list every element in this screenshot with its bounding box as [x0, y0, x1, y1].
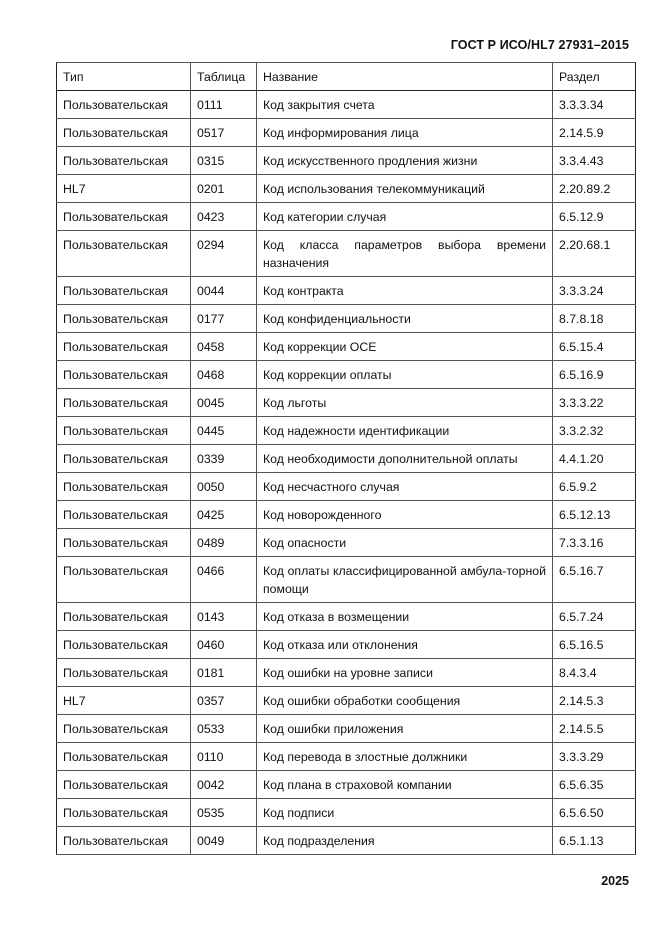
- cell-section: 8.7.8.18: [553, 305, 636, 333]
- table-row: [57, 799, 636, 827]
- table-row: [57, 445, 636, 473]
- table-row: [57, 529, 636, 557]
- cell-table: 0177: [191, 305, 257, 333]
- table-row: [57, 631, 636, 659]
- cell-type: Пользовательская: [57, 277, 191, 305]
- cell-type: Пользовательская: [57, 799, 191, 827]
- cell-name: Код плана в страховой компании: [257, 771, 553, 799]
- cell-name: Код опасности: [257, 529, 553, 557]
- cell-table: 0181: [191, 659, 257, 687]
- cell-type: Пользовательская: [57, 305, 191, 333]
- cell-name: Код коррекции ОСЕ: [257, 333, 553, 361]
- cell-name: Код искусственного продления жизни: [257, 147, 553, 175]
- cell-section: 6.5.12.13: [553, 501, 636, 529]
- cell-table: 0458: [191, 333, 257, 361]
- cell-type: Пользовательская: [57, 743, 191, 771]
- cell-section: 6.5.9.2: [553, 473, 636, 501]
- cell-table: 0339: [191, 445, 257, 473]
- table-row: [57, 277, 636, 305]
- cell-section: 6.5.16.9: [553, 361, 636, 389]
- cell-type: Пользовательская: [57, 771, 191, 799]
- cell-type: Пользовательская: [57, 333, 191, 361]
- table-row: [57, 417, 636, 445]
- table-row: [57, 715, 636, 743]
- table-row: [57, 389, 636, 417]
- table-header-row: [57, 63, 636, 91]
- table-row: [57, 659, 636, 687]
- column-header-name: Название: [257, 63, 553, 91]
- cell-section: 2.14.5.5: [553, 715, 636, 743]
- cell-section: 6.5.6.50: [553, 799, 636, 827]
- cell-name: Код ошибки приложения: [257, 715, 553, 743]
- cell-section: 2.20.68.1: [553, 231, 636, 277]
- cell-type: Пользовательская: [57, 557, 191, 603]
- cell-table: 0044: [191, 277, 257, 305]
- cell-section: 7.3.3.16: [553, 529, 636, 557]
- table-row: [57, 333, 636, 361]
- table-body: [57, 91, 636, 855]
- cell-name: Код ошибки на уровне записи: [257, 659, 553, 687]
- table-row: [57, 231, 636, 277]
- cell-type: Пользовательская: [57, 147, 191, 175]
- table-row: [57, 771, 636, 799]
- cell-table: 0489: [191, 529, 257, 557]
- table-row: [57, 175, 636, 203]
- table-row: [57, 473, 636, 501]
- cell-name: Код льготы: [257, 389, 553, 417]
- cell-type: Пользовательская: [57, 715, 191, 743]
- cell-section: 4.4.1.20: [553, 445, 636, 473]
- cell-type: Пользовательская: [57, 231, 191, 277]
- cell-section: 3.3.3.24: [553, 277, 636, 305]
- table-row: [57, 147, 636, 175]
- cell-table: 0445: [191, 417, 257, 445]
- column-header-section: Раздел: [553, 63, 636, 91]
- cell-type: Пользовательская: [57, 417, 191, 445]
- cell-type: Пользовательская: [57, 501, 191, 529]
- cell-table: 0533: [191, 715, 257, 743]
- cell-table: 0315: [191, 147, 257, 175]
- cell-section: 6.5.6.35: [553, 771, 636, 799]
- cell-type: Пользовательская: [57, 203, 191, 231]
- cell-type: HL7: [57, 175, 191, 203]
- table-row: [57, 743, 636, 771]
- cell-type: Пользовательская: [57, 827, 191, 855]
- cell-type: Пользовательская: [57, 529, 191, 557]
- table-row: [57, 119, 636, 147]
- cell-name: Код оплаты классифицированной амбула-торной помощи: [257, 557, 553, 603]
- cell-name: Код подразделения: [257, 827, 553, 855]
- cell-section: 6.5.15.4: [553, 333, 636, 361]
- cell-name: Код контракта: [257, 277, 553, 305]
- cell-table: 0110: [191, 743, 257, 771]
- table-row: [57, 827, 636, 855]
- cell-section: 2.20.89.2: [553, 175, 636, 203]
- cell-table: 0201: [191, 175, 257, 203]
- cell-table: 0045: [191, 389, 257, 417]
- cell-name: Код отказа или отклонения: [257, 631, 553, 659]
- cell-name: Код несчастного случая: [257, 473, 553, 501]
- cell-table: 0468: [191, 361, 257, 389]
- cell-table: 0466: [191, 557, 257, 603]
- table-row: [57, 361, 636, 389]
- cell-table: 0050: [191, 473, 257, 501]
- cell-table: 0535: [191, 799, 257, 827]
- cell-name: Код подписи: [257, 799, 553, 827]
- column-header-table: Таблица: [191, 63, 257, 91]
- cell-table: 0423: [191, 203, 257, 231]
- cell-section: 6.5.16.5: [553, 631, 636, 659]
- column-header-type: Тип: [57, 63, 191, 91]
- cell-name: Код использования телекоммуникаций: [257, 175, 553, 203]
- cell-name: Код ошибки обработки сообщения: [257, 687, 553, 715]
- cell-type: Пользовательская: [57, 389, 191, 417]
- cell-section: 3.3.4.43: [553, 147, 636, 175]
- cell-name: Код класса параметров выбора времени назначения: [257, 231, 553, 277]
- cell-type: Пользовательская: [57, 361, 191, 389]
- cell-name: Код конфиденциальности: [257, 305, 553, 333]
- table-row: [57, 305, 636, 333]
- cell-section: 3.3.3.29: [553, 743, 636, 771]
- cell-name: Код отказа в возмещении: [257, 603, 553, 631]
- cell-section: 6.5.7.24: [553, 603, 636, 631]
- cell-section: 2.14.5.3: [553, 687, 636, 715]
- cell-section: 3.3.2.32: [553, 417, 636, 445]
- cell-name: Код надежности идентификации: [257, 417, 553, 445]
- cell-name: Код необходимости дополнительной оплаты: [257, 445, 553, 473]
- cell-section: 8.4.3.4: [553, 659, 636, 687]
- cell-name: Код коррекции оплаты: [257, 361, 553, 389]
- cell-type: Пользовательская: [57, 631, 191, 659]
- code-table: [56, 62, 636, 855]
- table-row: [57, 203, 636, 231]
- cell-type: HL7: [57, 687, 191, 715]
- cell-table: 0517: [191, 119, 257, 147]
- table-row: [57, 91, 636, 119]
- cell-table: 0425: [191, 501, 257, 529]
- cell-type: Пользовательская: [57, 603, 191, 631]
- cell-type: Пользовательская: [57, 473, 191, 501]
- cell-name: Код категории случая: [257, 203, 553, 231]
- cell-table: 0111: [191, 91, 257, 119]
- cell-table: 0049: [191, 827, 257, 855]
- table-row: [57, 603, 636, 631]
- cell-table: 0460: [191, 631, 257, 659]
- cell-name: Код информирования лица: [257, 119, 553, 147]
- cell-type: Пользовательская: [57, 119, 191, 147]
- table-row: [57, 557, 636, 603]
- cell-name: Код закрытия счета: [257, 91, 553, 119]
- cell-section: 6.5.1.13: [553, 827, 636, 855]
- cell-table: 0294: [191, 231, 257, 277]
- cell-table: 0042: [191, 771, 257, 799]
- cell-table: 0357: [191, 687, 257, 715]
- cell-section: 2.14.5.9: [553, 119, 636, 147]
- cell-type: Пользовательская: [57, 91, 191, 119]
- page-number: 2025: [601, 874, 629, 888]
- cell-type: Пользовательская: [57, 445, 191, 473]
- cell-table: 0143: [191, 603, 257, 631]
- cell-name: Код новорожденного: [257, 501, 553, 529]
- cell-section: 6.5.12.9: [553, 203, 636, 231]
- cell-section: 3.3.3.22: [553, 389, 636, 417]
- cell-section: 3.3.3.34: [553, 91, 636, 119]
- cell-name: Код перевода в злостные должники: [257, 743, 553, 771]
- table-row: [57, 501, 636, 529]
- document-header: ГОСТ Р ИСО/HL7 27931–2015: [450, 38, 629, 52]
- table-row: [57, 687, 636, 715]
- cell-type: Пользовательская: [57, 659, 191, 687]
- cell-section: 6.5.16.7: [553, 557, 636, 603]
